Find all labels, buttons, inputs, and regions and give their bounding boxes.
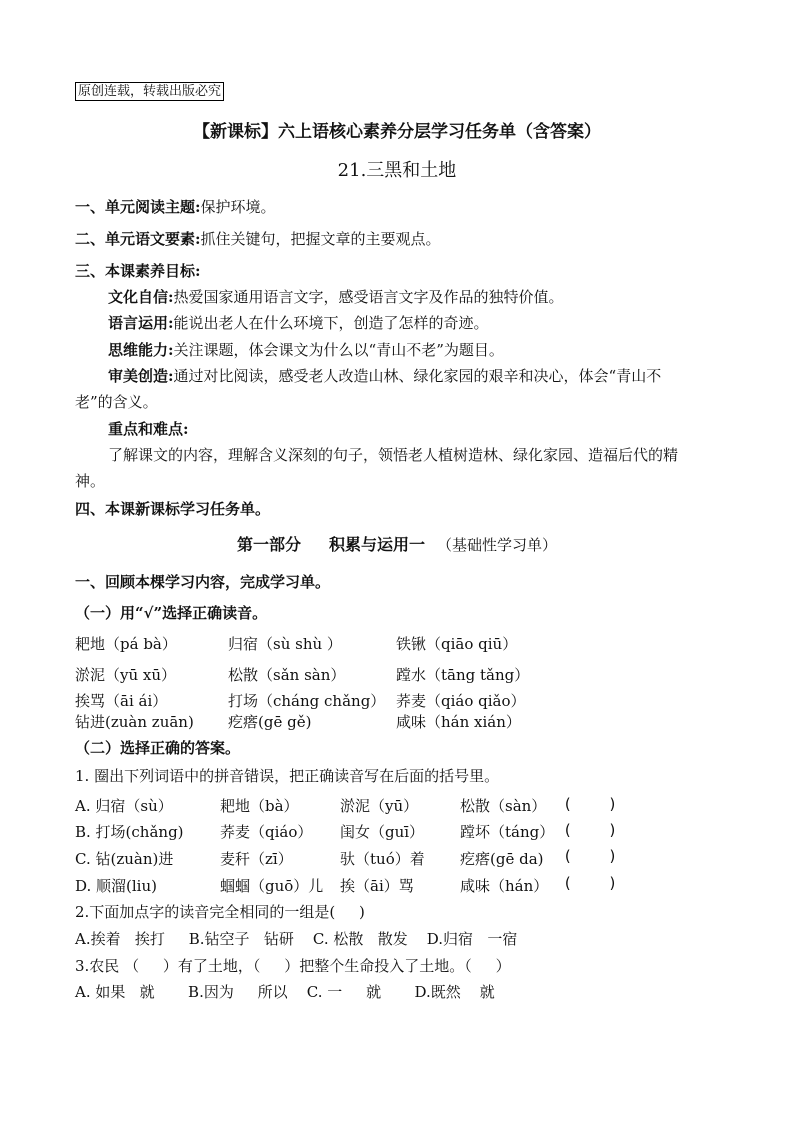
q2-r1-answer[interactable]: ( ) — [563, 795, 618, 813]
goal-thinking-text: 关注课题，体会课文为什么以“青山不老”为题目。 — [173, 341, 504, 359]
goal-aesthetic-label: 审美创造: — [108, 367, 174, 385]
goal-culture — [108, 287, 564, 307]
q2-r2-answer[interactable]: ( ) — [563, 821, 618, 839]
goal-aesthetic-cont: 老”的含义。 — [75, 393, 158, 411]
q2-r2-c1: B. 打场(chǎng) — [75, 823, 184, 841]
page-title: 【新课标】六上语核心素养分层学习任务单（含答案） — [193, 122, 601, 142]
q2-heading: （二）选择正确的答案。 — [75, 739, 241, 757]
q1-r4-c1: 钻进(zuàn zuān) — [75, 713, 194, 731]
goals-heading: 三、本课素养目标: — [75, 262, 201, 280]
copyright-stamp: 原创连载，转载出版必究 — [75, 82, 224, 101]
q2-r4-answer[interactable]: ( ) — [563, 874, 618, 892]
task-heading: 四、本课新课标学习任务单。 — [75, 500, 271, 518]
unit-theme-text: 保护环境。 — [200, 198, 276, 216]
q2-r3-c2: 麦秆（zī） — [220, 850, 293, 868]
q2-r1-c4: 松散（sàn） — [460, 797, 547, 815]
q2-r3-c4: 疙瘩(gē da) — [460, 850, 544, 868]
focus-line-2: 神。 — [75, 472, 106, 490]
q2-r1-c1: A. 归宿（sù） — [75, 797, 173, 815]
q2-item-2: 2.下面加点字的读音完全相同的一组是( ) — [75, 903, 365, 921]
goal-language — [108, 313, 489, 333]
part-name: 积累与运用一 — [328, 535, 425, 554]
q1-r4-c2: 疙瘩(gē gě) — [228, 713, 312, 731]
unit-theme — [75, 197, 276, 217]
goal-aesthetic-text: 通过对比阅读，感受老人改造山林、绿化家园的艰辛和决心，体会“青山不 — [173, 367, 662, 385]
goal-thinking — [108, 340, 504, 360]
q1-r1-c2: 归宿（sù shù ） — [228, 635, 342, 653]
q2-r4-c4: 咸味（hán） — [460, 877, 549, 895]
q1-r2-c2: 松散（sǎn sàn） — [228, 666, 346, 684]
q2-r3-c3: 驮（tuó）着 — [340, 850, 425, 868]
q2-r3-answer[interactable]: ( ) — [563, 847, 618, 865]
q1-r3-c2: 打场（cháng chǎng） — [228, 692, 386, 710]
unit-element-label: 二、单元语文要素: — [75, 230, 201, 248]
q2-r2-c2: 荞麦（qiáo） — [220, 823, 313, 841]
review-heading: 一、回顾本棵学习内容，完成学习单。 — [75, 573, 331, 591]
unit-element — [75, 229, 441, 249]
q1-r4-c3: 咸味（hán xián） — [396, 713, 521, 731]
q1-r2-c1: 淤泥（yū xū） — [75, 666, 177, 684]
part-number: 第一部分 — [236, 535, 301, 554]
lesson-title: 21.三黑和土地 — [337, 160, 457, 181]
goal-culture-label: 文化自信: — [108, 288, 174, 306]
q2-item-1: 1. 圈出下列词语中的拼音错误，把正确读音写在后面的括号里。 — [75, 767, 500, 785]
goal-thinking-label: 思维能力: — [108, 341, 174, 359]
q2-r4-c1: D. 顺溜(liu) — [75, 877, 157, 895]
q2-item-3: 3.农民 （ ）有了土地，（ ）把整个生命投入了土地。（ ） — [75, 957, 511, 975]
goal-language-text: 能说出老人在什么环境下，创造了怎样的奇迹。 — [173, 314, 489, 332]
q2-r4-c3: 挨（āi）骂 — [340, 877, 414, 895]
unit-theme-label: 一、单元阅读主题: — [75, 198, 201, 216]
q1-r1-c3: 铁锹（qiāo qiū） — [396, 635, 518, 653]
q1-heading: （一）用“√”选择正确读音。 — [75, 604, 268, 622]
goal-language-label: 语言运用: — [108, 314, 174, 332]
q1-r3-c1: 挨骂（āi ái） — [75, 692, 168, 710]
q2-r2-c4: 蹚坏（táng） — [460, 823, 555, 841]
q2-r1-c2: 耙地（bà） — [220, 797, 299, 815]
unit-element-text: 抓住关键句，把握文章的主要观点。 — [200, 230, 441, 248]
q1-r2-c3: 蹚水（tāng tǎng） — [396, 666, 530, 684]
q1-r1-c1: 耙地（pá bà） — [75, 635, 177, 653]
part-heading — [0, 535, 794, 555]
q2-r3-c1: C. 钻(zuàn)进 — [75, 850, 174, 868]
part-type: （基础性学习单） — [437, 536, 558, 554]
goal-aesthetic — [108, 366, 661, 386]
q2-r4-c2: 蝈蝈（guō）儿 — [220, 877, 324, 895]
goal-culture-text: 热爱国家通用语言文字，感受语言文字及作品的独特价值。 — [173, 288, 564, 306]
focus-line-1: 了解课文的内容，理解含义深刻的句子，领悟老人植树造林、绿化家园、造福后代的精 — [108, 446, 679, 464]
q2-r2-c3: 闺女（guī） — [340, 823, 425, 841]
q2-r1-c3: 淤泥（yū） — [340, 797, 419, 815]
q1-r3-c3: 荞麦（qiáo qiǎo） — [396, 692, 526, 710]
q2-item-3-options: A. 如果 就 B.因为 所以 C. 一 就 D.既然 就 — [75, 983, 495, 1001]
q2-item-2-options: A.挨着 挨打 B.钻空子 钻研 C. 松散 散发 D.归宿 一宿 — [75, 930, 518, 948]
focus-heading: 重点和难点: — [108, 420, 189, 438]
